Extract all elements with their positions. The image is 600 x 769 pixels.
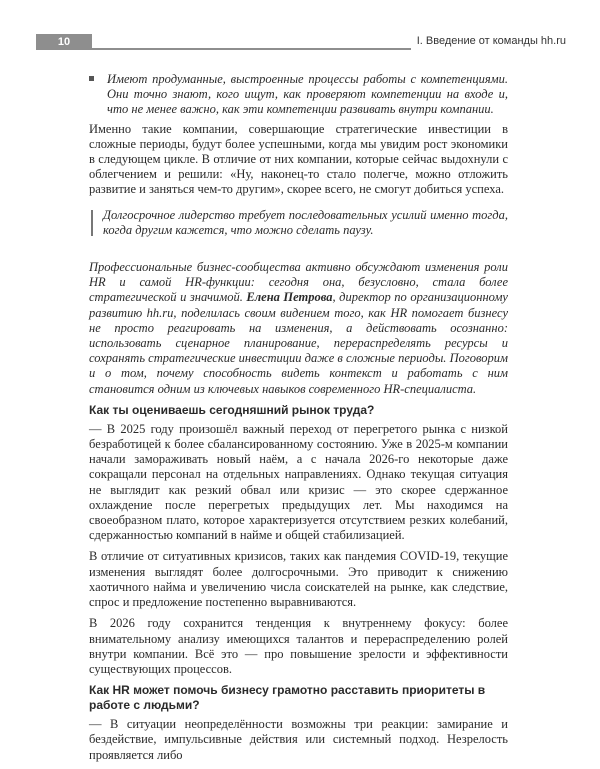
interview-question: Как HR может помочь бизнесу грамотно расставить приоритеты в работе с людьми? <box>89 683 486 713</box>
pull-quote <box>89 208 508 238</box>
page-number: 10 <box>57 36 71 48</box>
page-header <box>36 34 566 50</box>
interview-question: Как ты оцениваешь сегодняшний рынок труда? <box>89 402 375 417</box>
bullet-item <box>89 72 508 118</box>
answer-paragraph: В отличие от ситуативных кризисов, таких как пандемия COVID-19, текущие изменения выглядят более долгосрочными. Это приводит к снижению хаотичного найма и увеличению числа соискателей на рынке, как следствие, спрос и предложение постепенно выравниваются. <box>89 549 508 610</box>
answer-paragraph: — В ситуации неопределённости возможны три реакции: замирание и бездействие, импульсивные действия или системный подход. Незрелость проявляется либо <box>89 717 508 762</box>
paragraph: Именно такие компании, совершающие стратегические инвестиции в сложные периоды, будут более успешными, когда мы увидим рост экономики в следующем цикле. В отличие от них компании, которые сейчас выдохнули с облегчением и решили: «Ну, наконец-то стало полегче, можно отложить развитие и заняться чем-то другим», скорее всего, не смогут добиться успеха. <box>89 121 508 197</box>
chapter-title: I. Введение от команды hh.ru <box>411 34 566 50</box>
interviewee-name: Елена Петрова <box>246 290 333 305</box>
answer-paragraph: — В 2025 году произошёл важный переход от перегретого рынка с низкой безработицей к более сбалансированному состоянию. Уже в 2025-м компании начали замораживать новый наём, а с начала 2026-го некоторые даже сокращали персонал на отдельных направлениях. Однако текущая ситуация не выглядит как резкий обвал или кризис — это скорее сдержанное охлаждение после перегретых предыдущих лет. Мы находимся на своеобразном плато, которое характеризуется отсутствием резких колебаний, сдержанностью компаний в найме и общей стабилизацией. <box>89 421 508 543</box>
intro-text-before: Профессиональные бизнес-сообщества активно обсуждают изменения роли HR и самой HR-функции: сегодня она, безусловно, стала более стратегической и значимой. <box>89 260 508 305</box>
intro-text-after: , директор по организационному развитию hh.ru, поделилась своим видением того, как HR помогает бизнесу не просто реагировать на изменения, а действовать осознанно: использовать сценарное планирование, перераспределять ресурсы и сохранять стратегические инвестиции даже в сложные периоды. Поговорим и о том, почему способность видеть контекст и работать с ним становится одним из ключевых навыков современного HR-специалиста. <box>89 290 508 396</box>
answer-paragraph: В 2026 году сохранится тенденция к внутреннему фокусу: более внимательному анализу имеющихся талантов и перераспределению ролей внутри компании. Всё это — про повышение зрелости и эффективности существующих процессов. <box>89 616 508 676</box>
quote-bar <box>91 210 93 236</box>
page-body <box>89 72 508 769</box>
interview-intro <box>89 260 508 397</box>
bullet-text: Имеют продуманные, выстроенные процессы работы с компетенциями. Они точно знают, кого ищут, как проверяют компетенции на входе и, что не менее важно, как эти компетенции развивать внутри компании. <box>107 72 508 117</box>
bullet-square-icon <box>89 76 94 81</box>
quote-text: Долгосрочное лидерство требует последовательных усилий именно тогда, когда другим кажется, что можно сделать паузу. <box>103 207 508 237</box>
